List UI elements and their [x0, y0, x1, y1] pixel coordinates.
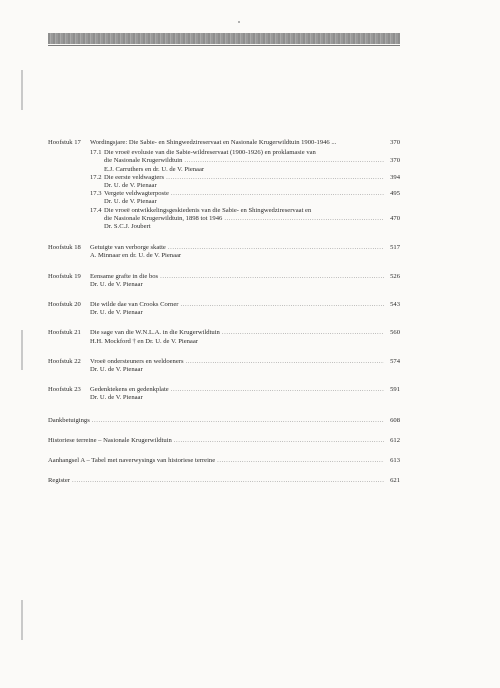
header-rule [48, 45, 400, 46]
leader-dots [166, 174, 384, 182]
page-number: 495 [390, 190, 400, 198]
toc-entry-chapter-19 [48, 273, 400, 289]
leader-dots [92, 417, 384, 425]
leader-dots [217, 457, 384, 465]
page-number: 394 [390, 173, 400, 181]
chapter-label: Hoofstuk 21 [48, 329, 81, 337]
print-speck [238, 21, 240, 23]
toc-entry-section-17-2 [90, 174, 400, 190]
page-number: 621 [390, 477, 400, 485]
leader-dots [160, 273, 384, 281]
entry-title: Dankbetuigings [48, 416, 90, 424]
leader-dots [222, 329, 384, 337]
section-number: 17.1 [90, 149, 102, 157]
section-number: 17.3 [90, 190, 102, 198]
chapter-title: Eensame grafte in die bos [90, 272, 159, 280]
page-number: 517 [390, 244, 400, 252]
binding-mark [21, 70, 23, 110]
leader-dots [72, 477, 384, 485]
chapter-title: Getuigte van verborge skatte [90, 244, 166, 252]
page-number: 470 [390, 214, 400, 222]
toc-entry-chapter-17 [48, 139, 400, 147]
section-title-line: die Nasionale Krugerwildtuin [104, 157, 183, 165]
toc-entry-chapter-18 [48, 244, 400, 260]
section-title-line: Die vroeë ontwikkelingsgeskiedenis van die Sabie- en Shingwedzireservaat en [104, 206, 312, 214]
entry-title: Aanhangsel A – Tabel met naverwysings van historiese terreine [48, 457, 216, 465]
section-number: 17.4 [90, 206, 102, 214]
chapter-title: Die wilde dae van Crooks Corner [90, 301, 179, 309]
leader-dots [184, 157, 384, 165]
chapter-title: Gedenktekens en gedenkplate [90, 386, 169, 394]
table-of-contents [48, 139, 400, 485]
chapter-author: H.H. Mockford † en Dr. U. de V. Pienaar [90, 337, 198, 345]
section-author: Dr. U. de V. Pienaar [104, 182, 157, 190]
chapter-label: Hoofstuk 23 [48, 386, 81, 394]
header-band [48, 33, 400, 44]
page-number: 612 [390, 436, 400, 444]
toc-entry-chapter-22 [48, 358, 400, 374]
toc-entry-chapter-23 [48, 386, 400, 402]
chapter-title: Vroeë ondersteuners en weldoeners [90, 357, 184, 365]
page-number: 608 [390, 416, 400, 424]
leader-dots [186, 358, 384, 366]
chapter-author: Dr. U. de V. Pienaar [90, 309, 143, 317]
toc-entry-section-17-4 [90, 207, 400, 232]
leader-dots [174, 437, 384, 445]
section-title-line: die Nasionale Krugerwildtuin, 1898 tot 1946 [104, 214, 223, 222]
chapter-label: Hoofstuk 17 [48, 139, 81, 146]
page-number: 370 [390, 157, 400, 165]
chapter-author: Dr. U. de V. Pienaar [90, 280, 143, 288]
chapter-title: Die sage van die W.N.L.A. in die Krugerwildtuin [90, 329, 220, 337]
toc-entry-historiese-terreine [48, 437, 400, 445]
page-number: 574 [390, 357, 400, 365]
leader-dots [171, 190, 384, 198]
chapter-label: Hoofstuk 22 [48, 357, 81, 365]
toc-entry-chapter-20 [48, 301, 400, 317]
page-number: 560 [390, 329, 400, 337]
section-number: 17.2 [90, 173, 102, 181]
toc-entry-register [48, 477, 400, 485]
toc-entry-section-17-1 [90, 149, 400, 174]
leader-dots [171, 386, 384, 394]
binding-mark [21, 600, 23, 640]
section-author: Dr. S.C.J. Joubert [104, 223, 151, 231]
toc-entry-section-17-3 [90, 190, 400, 206]
page-number: 526 [390, 272, 400, 280]
section-title: Vergete veldwagterposte [104, 190, 169, 198]
toc-entry-chapter-21 [48, 329, 400, 345]
chapter-label: Hoofstuk 18 [48, 244, 81, 252]
section-title: Die eerste veldwagters [104, 173, 165, 181]
chapter-author: Dr. U. de V. Pienaar [90, 366, 143, 374]
page-number: 370 [390, 139, 400, 146]
page-number: 613 [390, 457, 400, 465]
leader-dots [168, 244, 384, 252]
section-title-line: Die vroeë evolusie van die Sabie-wildreservaat (1900-1926) en proklamasie van [104, 149, 316, 157]
page-number: 543 [390, 301, 400, 309]
chapter-label: Hoofstuk 20 [48, 301, 81, 309]
section-author: E.J. Carruthers en dr. U. de V. Pienaar [104, 165, 205, 173]
chapter-title: Wordingsjare: Die Sabie- en Shingwedzireservaat en Nasionale Krugerwildtuin 1900-1946 ... [90, 139, 337, 146]
binding-mark [21, 330, 23, 370]
section-author: Dr. U. de V. Pienaar [104, 198, 157, 206]
chapter-author: A. Minnaar en dr. U. de V. Pienaar [90, 252, 182, 260]
toc-entry-aanhangsel-a [48, 457, 400, 465]
page-number: 591 [390, 386, 400, 394]
chapter-label: Hoofstuk 19 [48, 272, 81, 280]
entry-title: Register [48, 477, 70, 485]
leader-dots [180, 301, 384, 309]
entry-title: Historiese terreine – Nasionale Krugerwildtuin [48, 436, 172, 444]
toc-entry-dankbetuigings [48, 417, 400, 425]
chapter-author: Dr. U. de V. Pienaar [90, 394, 143, 402]
leader-dots [224, 215, 384, 223]
